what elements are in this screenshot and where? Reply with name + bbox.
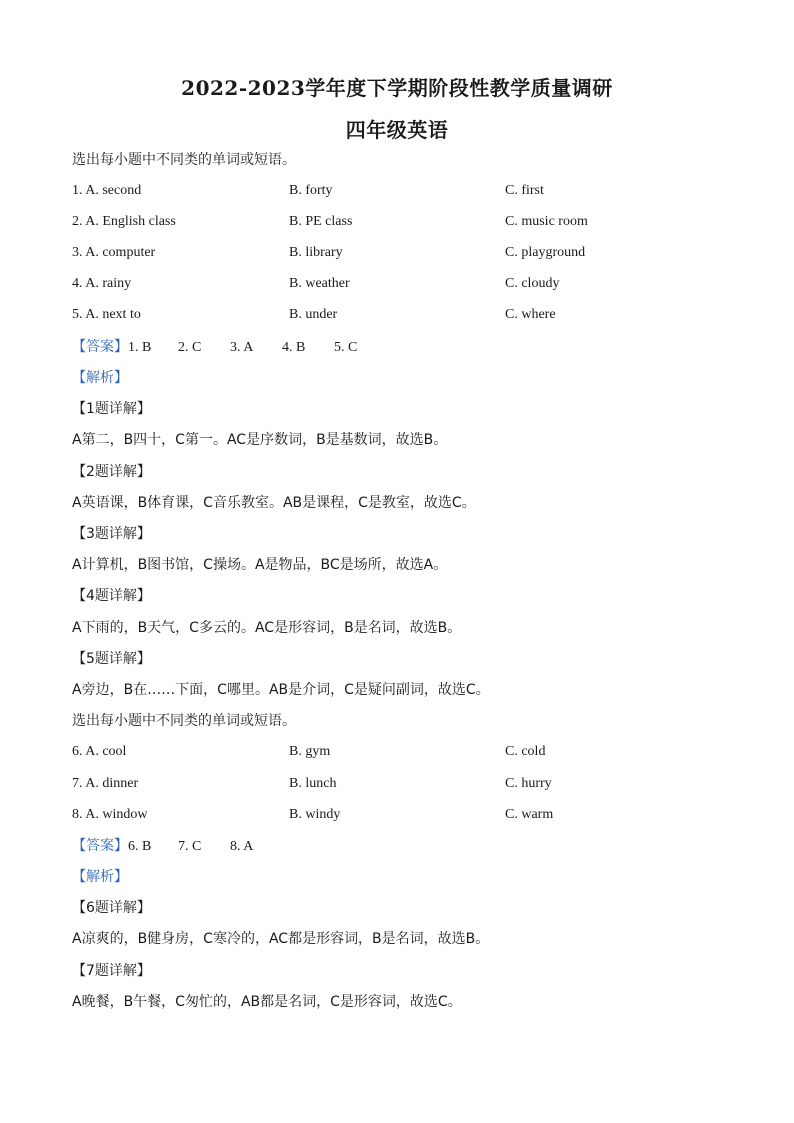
option-a: 6. A. cool — [72, 744, 127, 759]
detail-heading: 【5题详解】 — [72, 651, 151, 667]
option-c: C. cold — [505, 744, 546, 759]
answer-line — [72, 337, 357, 357]
detail-heading: 【7题详解】 — [72, 963, 151, 979]
section2-instruction: 选出每小题中不同类的单词或短语。 — [72, 713, 296, 729]
option-a: 5. A. next to — [72, 307, 141, 322]
detail-text: A凉爽的，B健身房，C寒冷的，AC都是形容词，B是名词，故选B。 — [72, 931, 490, 947]
option-b: B. library — [289, 245, 343, 260]
detail-heading: 【3题详解】 — [72, 526, 151, 542]
section1-instruction: 选出每小题中不同类的单词或短语。 — [72, 152, 296, 168]
detail-heading: 【1题详解】 — [72, 401, 151, 417]
detail-text: A计算机，B图书馆，C操场。A是物品，BC是场所，故选A。 — [72, 557, 448, 573]
analysis-label: 【解析】 — [72, 869, 128, 885]
answer-label: 【答案】 — [72, 838, 128, 854]
detail-heading: 【2题详解】 — [72, 464, 151, 480]
detail-text: A下雨的，B天气，C多云的。AC是形容词，B是名词，故选B。 — [72, 620, 462, 636]
option-c: C. first — [505, 183, 544, 198]
detail-text: A第二，B四十，C第一。AC是序数词，B是基数词，故选B。 — [72, 432, 448, 448]
option-c: C. music room — [505, 214, 588, 229]
option-a: 2. A. English class — [72, 214, 176, 229]
answer-item: 7. C — [178, 839, 202, 854]
option-a: 8. A. window — [72, 807, 148, 822]
option-b: B. weather — [289, 276, 350, 291]
answer-item: 4. B — [282, 340, 306, 355]
detail-text: A旁边，B在……下面，C哪里。AB是介词，C是疑问副词，故选C。 — [72, 682, 490, 698]
option-c: C. playground — [505, 245, 586, 260]
answer-line — [72, 836, 253, 856]
answer-item: 2. C — [178, 340, 202, 355]
option-b: B. windy — [289, 807, 341, 822]
option-c: C. warm — [505, 807, 554, 822]
answer-item: 5. C — [334, 340, 358, 355]
option-b: B. forty — [289, 183, 333, 198]
option-c: C. cloudy — [505, 276, 560, 291]
answer-item: 6. B — [128, 839, 152, 854]
detail-heading: 【6题详解】 — [72, 900, 151, 916]
answer-label: 【答案】 — [72, 339, 128, 355]
option-a: 3. A. computer — [72, 245, 156, 260]
answer-item: 3. A — [230, 340, 254, 355]
option-a: 4. A. rainy — [72, 276, 132, 291]
option-b: B. under — [289, 307, 338, 322]
option-a: 1. A. second — [72, 183, 142, 198]
answer-item: 1. B — [128, 340, 152, 355]
option-b: B. lunch — [289, 776, 337, 791]
detail-heading: 【4题详解】 — [72, 588, 151, 604]
analysis-label: 【解析】 — [72, 370, 128, 386]
option-b: B. PE class — [289, 214, 353, 229]
detail-text: A晚餐，B午餐，C匆忙的，AB都是名词，C是形容词，故选C。 — [72, 994, 462, 1010]
detail-text: A英语课，B体育课，C音乐教室。AB是课程，C是教室，故选C。 — [72, 495, 476, 511]
document-title: 2022-2023学年度下学期阶段性教学质量调研 — [181, 76, 613, 100]
option-a: 7. A. dinner — [72, 776, 139, 791]
answer-item: 8. A — [230, 839, 254, 854]
option-b: B. gym — [289, 744, 331, 759]
option-c: C. where — [505, 307, 556, 322]
document-subtitle: 四年级英语 — [345, 118, 449, 142]
option-c: C. hurry — [505, 776, 552, 791]
